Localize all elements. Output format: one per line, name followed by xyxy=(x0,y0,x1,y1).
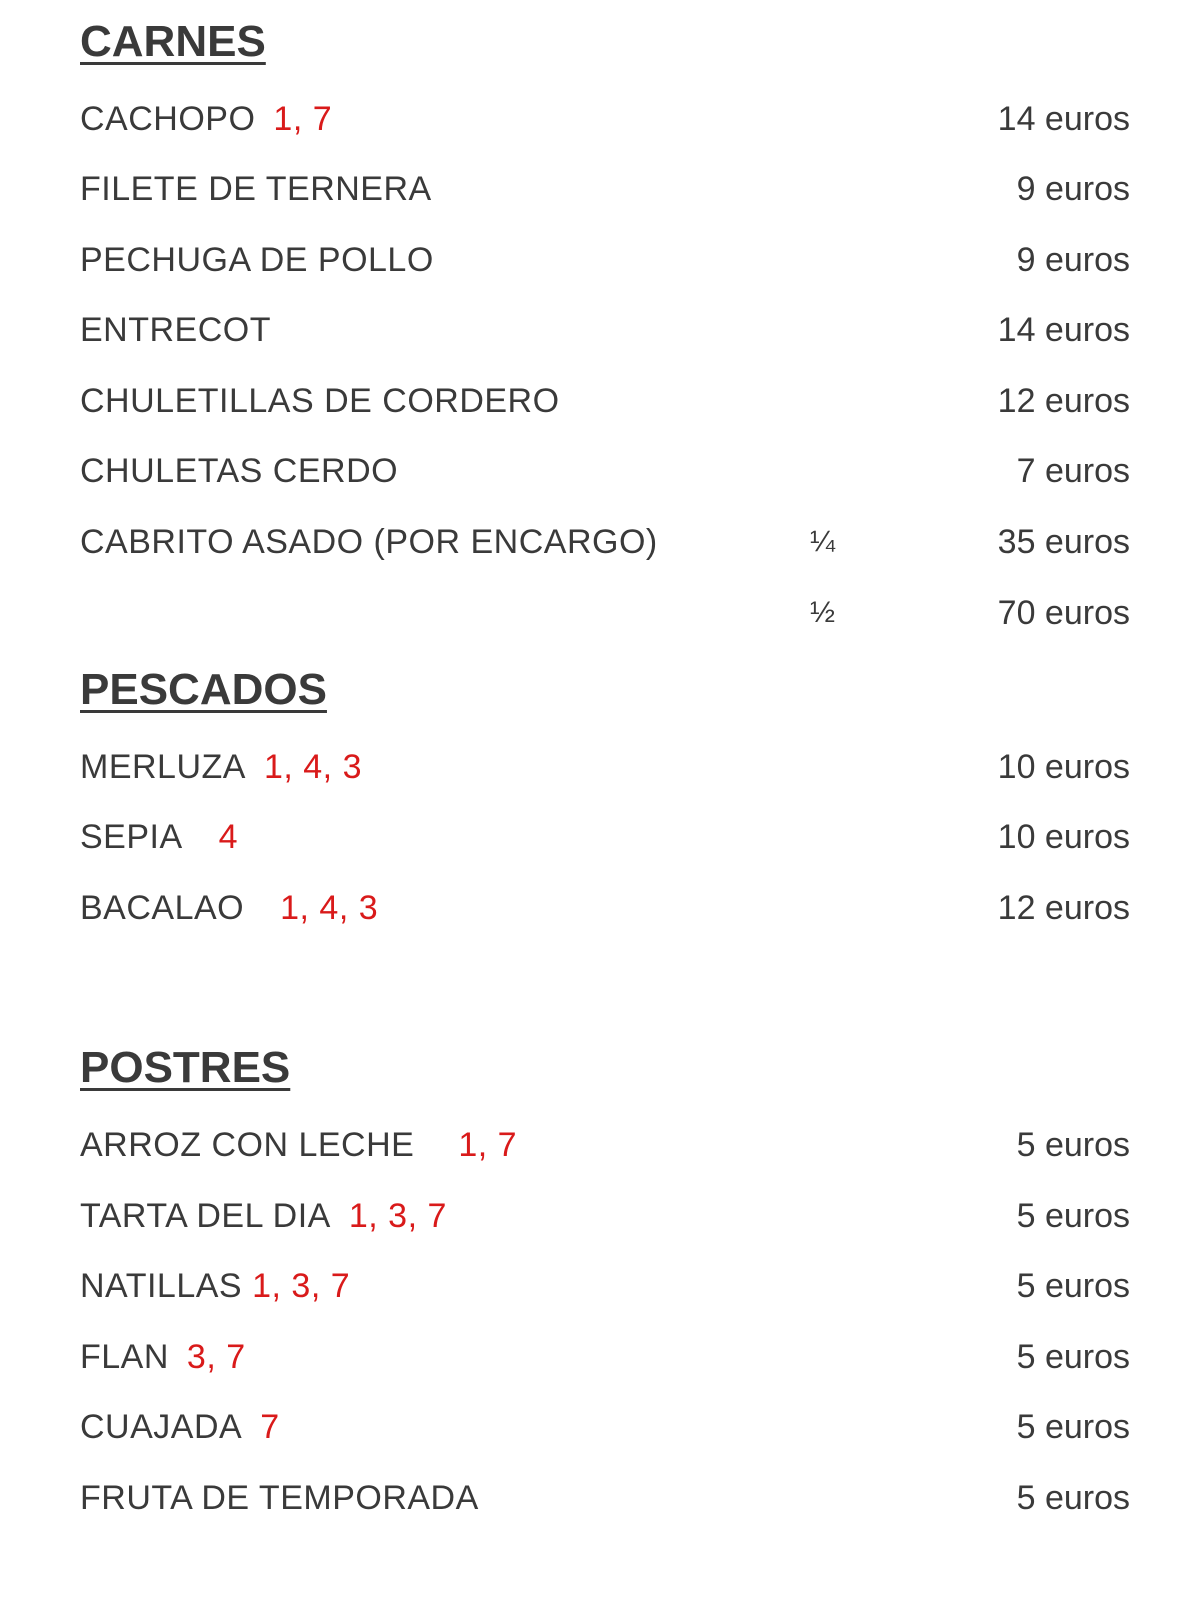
portion-size: ½ xyxy=(810,596,836,629)
menu-item-fruta-de-temporada xyxy=(80,1476,1130,1520)
allergen-codes: 1, 4, 3 xyxy=(263,748,362,786)
item-price: 14 euros xyxy=(997,311,1130,349)
item-price: 12 euros xyxy=(997,382,1130,420)
item-price: 5 euros xyxy=(1016,1479,1130,1517)
section-title-carnes: CARNES xyxy=(80,17,266,66)
menu-item-sepia xyxy=(80,815,1130,859)
section-title-postres: POSTRES xyxy=(80,1043,291,1092)
item-price: 5 euros xyxy=(1016,1197,1130,1235)
item-name: CABRITO ASADO (POR ENCARGO) xyxy=(80,523,658,561)
item-name: CUAJADA xyxy=(80,1408,243,1446)
menu-item-chuletas-cerdo xyxy=(80,449,1130,493)
item-price: 5 euros xyxy=(1016,1126,1130,1164)
menu-item-cabrito-asado-quarter xyxy=(80,520,1130,564)
menu-item-filete-de-ternera xyxy=(80,167,1130,211)
menu-item-natillas xyxy=(80,1264,1130,1308)
item-price: 10 euros xyxy=(997,818,1130,856)
menu-item-merluza xyxy=(80,745,1130,789)
item-price: 35 euros xyxy=(997,523,1130,561)
allergen-codes: 1, 7 xyxy=(273,100,333,138)
menu-item-arroz-con-leche xyxy=(80,1123,1130,1167)
item-price: 5 euros xyxy=(1016,1338,1130,1376)
item-name: MERLUZA xyxy=(80,748,246,786)
allergen-codes: 3, 7 xyxy=(186,1338,246,1376)
menu-item-flan xyxy=(80,1335,1130,1379)
item-name: CHULETAS CERDO xyxy=(80,452,399,490)
item-price: 7 euros xyxy=(1016,452,1130,490)
item-name: ARROZ CON LECHE xyxy=(80,1126,415,1164)
item-name: FLAN xyxy=(80,1338,169,1376)
item-name: PECHUGA DE POLLO xyxy=(80,241,434,279)
menu-item-pechuga-de-pollo xyxy=(80,238,1130,282)
menu-item-bacalao xyxy=(80,886,1130,930)
menu-item-cabrito-asado-half xyxy=(80,591,1130,635)
item-price: 70 euros xyxy=(997,594,1130,632)
allergen-codes: 1, 3, 7 xyxy=(348,1197,447,1235)
item-price: 9 euros xyxy=(1016,241,1130,279)
menu-item-entrecot xyxy=(80,308,1130,352)
allergen-codes: 1, 4, 3 xyxy=(280,889,379,927)
item-name: FRUTA DE TEMPORADA xyxy=(80,1479,479,1517)
item-price: 9 euros xyxy=(1016,170,1130,208)
item-name: TARTA DEL DIA xyxy=(80,1197,331,1235)
allergen-codes: 1, 3, 7 xyxy=(252,1267,351,1305)
portion-size: ¼ xyxy=(810,525,836,558)
allergen-codes: 1, 7 xyxy=(458,1126,518,1164)
menu-item-tarta-del-dia xyxy=(80,1194,1130,1238)
item-price: 5 euros xyxy=(1016,1408,1130,1446)
item-price: 14 euros xyxy=(997,100,1130,138)
menu-item-cachopo xyxy=(80,97,1130,141)
section-title-pescados: PESCADOS xyxy=(80,665,327,714)
item-name: CHULETILLAS DE CORDERO xyxy=(80,382,560,420)
allergen-codes: 4 xyxy=(218,818,239,856)
item-price: 12 euros xyxy=(997,889,1130,927)
menu-item-chuletillas-de-cordero xyxy=(80,379,1130,423)
item-name: NATILLAS xyxy=(80,1267,243,1305)
item-price: 10 euros xyxy=(997,748,1130,786)
item-name: BACALAO xyxy=(80,889,245,927)
item-name: SEPIA xyxy=(80,818,183,856)
item-price: 5 euros xyxy=(1016,1267,1130,1305)
menu-item-cuajada xyxy=(80,1405,1130,1449)
allergen-codes: 7 xyxy=(260,1408,280,1446)
item-name: CACHOPO xyxy=(80,100,256,138)
item-name: ENTRECOT xyxy=(80,311,271,349)
item-name: FILETE DE TERNERA xyxy=(80,170,432,208)
